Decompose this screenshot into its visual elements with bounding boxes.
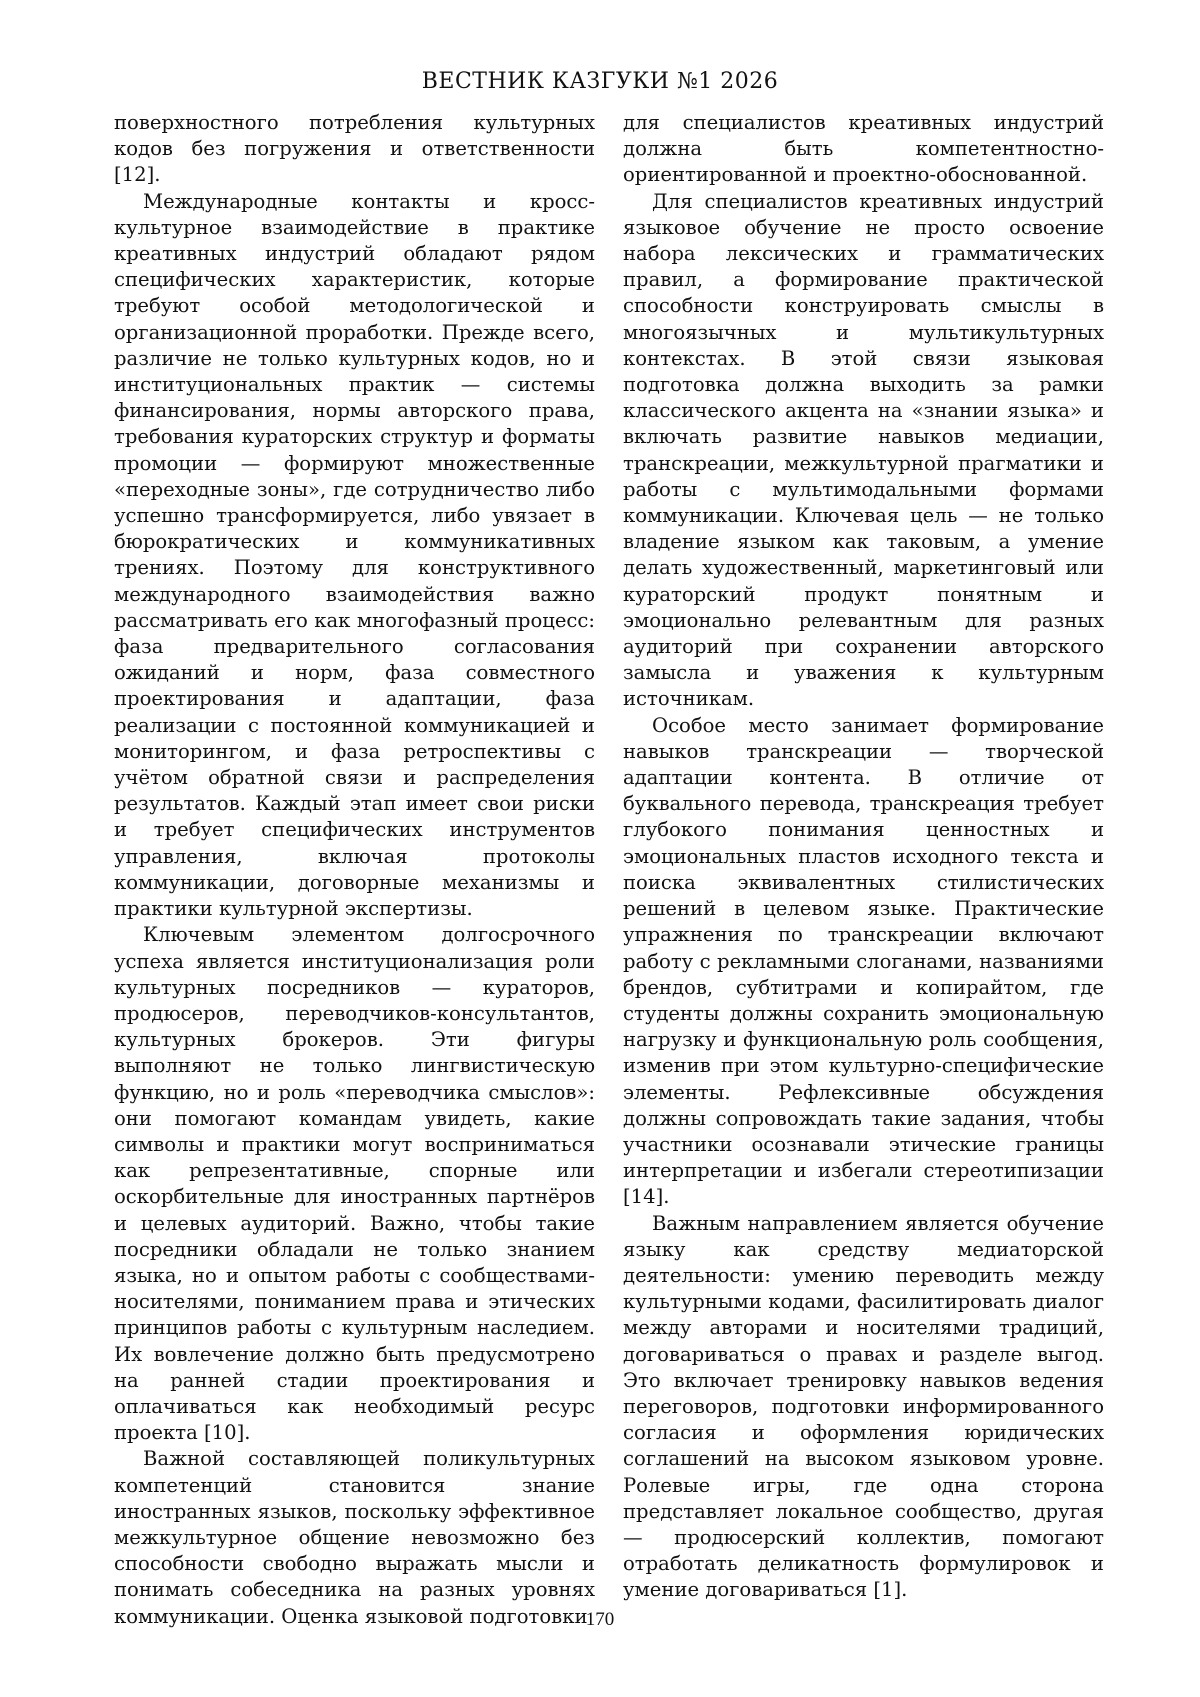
page-number: 170 bbox=[585, 1609, 615, 1630]
right-paragraph-1: для специалистов креативных индустрий должна быть компетентностно-ориентированной и проектно-обоснованной. bbox=[623, 111, 1104, 187]
left-paragraph-3: Ключевым элементом долгосрочного успеха является институционализация роли культурных посредников — кураторов, продюсеров, переводчиков-консультантов, культурных брокеров. Эти фигуры выполняют не только лингвистическую функцию, но и роль «переводчика смыслов»: они помогают командам увидеть, какие символы и практики могут восприниматься как репрезентативные, спорные или оскорбительные для иностранных партнёров и целевых аудиторий. Важно, чтобы такие посредники обладали не только знанием языка, но и опытом работы с сообществами-носителями, пониманием права и этических принципов работы с культурным наследием. Их вовлечение должно быть предусмотрено на ранней стадии проектирования и оплачиваться как необходимый ресурс проекта [10]. bbox=[114, 923, 595, 1445]
journal-header: ВЕСТНИК КАЗГУКИ №1 2026 bbox=[421, 69, 779, 94]
left-column bbox=[114, 110, 595, 1630]
right-paragraph-2: Для специалистов креативных индустрий языковое обучение не просто освоение набора лексических и грамматических правил, а формирование практической способности конструировать смыслы в многоязычных и мультикультурных контекстах. В этой связи языковая подготовка должна выходить за рамки классического акцента на «знании языка» и включать развитие навыков медиации, транскреации, межкультурной прагматики и работы с мультимодальными формами коммуникации. Ключевая цель — не только владение языком как таковым, а умение делать художественный, маркетинговый или кураторский продукт понятным и эмоционально релевантным для разных аудиторий при сохранении авторского замысла и уважения к культурным источникам. bbox=[623, 189, 1104, 711]
left-paragraph-1: поверхностного потребления культурных кодов без погружения и ответственности [12]. bbox=[114, 111, 595, 187]
right-paragraph-4: Важным направлением является обучение языку как средству медиаторской деятельности: умению переводить между культурными кодами, фасилитировать диалог между авторами и носителями традиций, договариваться о правах и разделе выгод. Это включает тренировку навыков ведения переговоров, подготовки информированного согласия и оформления юридических соглашений на высоком языковом уровне. Ролевые игры, где одна сторона представляет локальное сообщество, другая — продюсерский коллектив, помогают отработать деликатность формулировок и умение договариваться [1]. bbox=[623, 1211, 1104, 1602]
left-paragraph-4: Важной составляющей поликультурных компетенций становится знание иностранных языков, поскольку эффективное межкультурное общение невозможно без способности свободно выражать мысли и понимать собеседника на разных уровнях коммуникации. Оценка языковой подготовки bbox=[114, 1447, 595, 1628]
left-paragraph-2: Международные контакты и кросс-культурное взаимодействие в практике креативных индустрий обладают рядом специфических характеристик, которые требуют особой методологической и организационной проработки. Прежде всего, различие не только культурных кодов, но и институциональных практик — системы финансирования, нормы авторского права, требования кураторских структур и форматы промоции — формируют множественные «переходные зоны», где сотрудничество либо успешно трансформируется, либо увязает в бюрократических и коммуникативных трениях. Поэтому для конструктивного международного взаимодействия важно рассматривать его как многофазный процесс: фаза предварительного согласования ожиданий и норм, фаза совместного проектирования и адаптации, фаза реализации с постоянной коммуникацией и мониторингом, и фаза ретроспективы с учётом обратной связи и распределения результатов. Каждый этап имеет свои риски и требует специфических инструментов управления, включая протоколы коммуникации, договорные механизмы и практики культурной экспертизы. bbox=[114, 189, 595, 921]
right-column bbox=[623, 110, 1104, 1604]
right-paragraph-3: Особое место занимает формирование навыков транскреации — творческой адаптации контента. В отличие от буквального перевода, транскреация требует глубокого понимания ценностных и эмоциональных пластов исходного текста и поиска эквивалентных стилистических решений в целевом языке. Практические упражнения по транскреации включают работу с рекламными слоганами, названиями брендов, субтитрами и копирайтом, где студенты должны сохранить эмоциональную нагрузку и функциональную роль сообщения, изменив при этом культурно-специфические элементы. Рефлексивные обсуждения должны сопровождать такие задания, чтобы участники осознавали этические границы интерпретации и избегали стереотипизации [14]. bbox=[623, 713, 1104, 1209]
